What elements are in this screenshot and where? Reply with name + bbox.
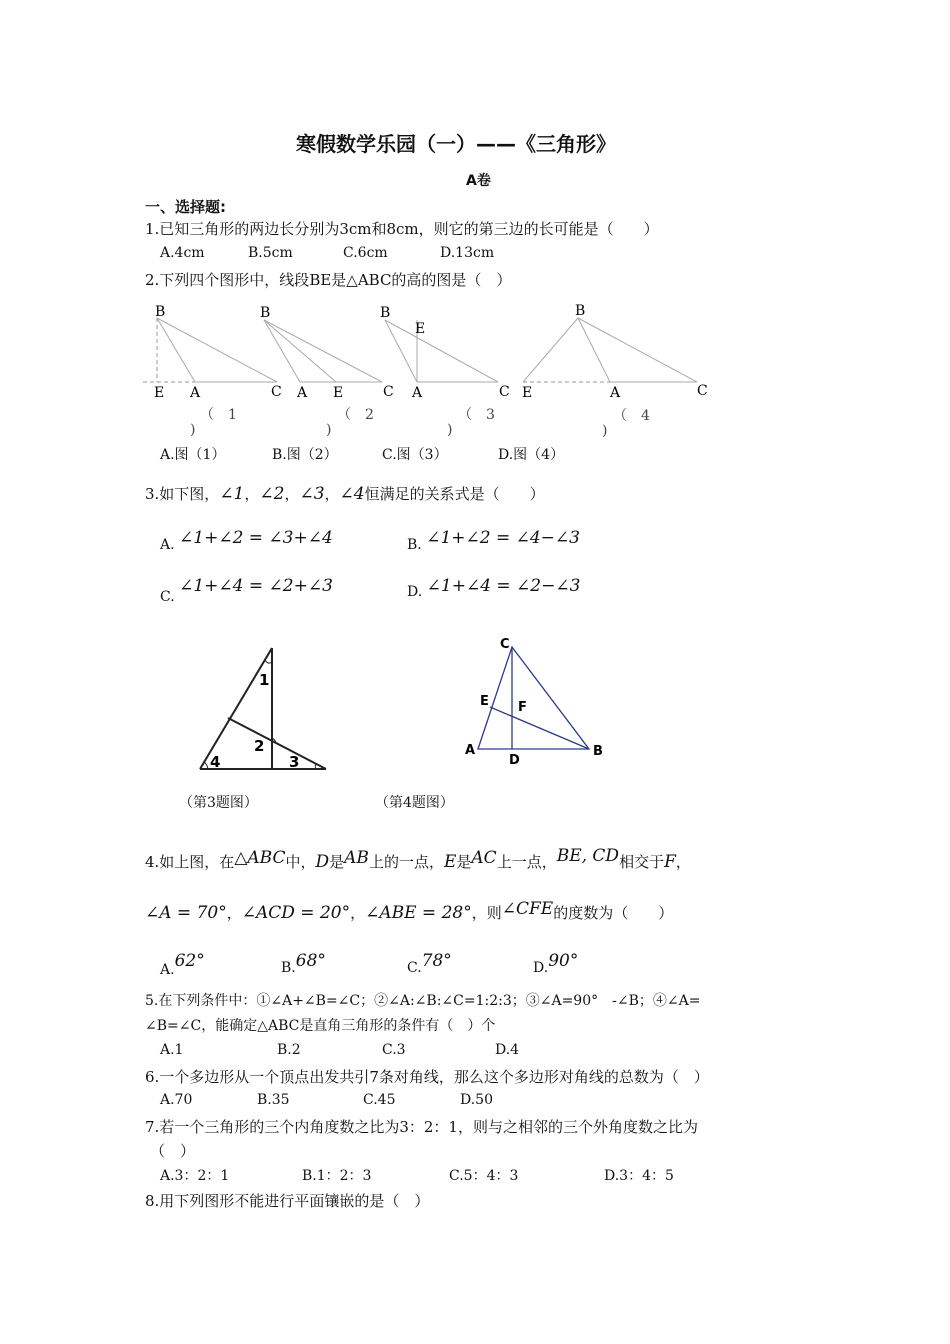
q4-label-b: B: [593, 744, 603, 759]
q6-option-b: B.35: [257, 1092, 290, 1108]
fig3-label-a: A: [412, 385, 423, 401]
q4-label-d: D: [509, 753, 520, 768]
question-7-stem-line1: 7.若一个三角形的三个内角度数之比为3：2：1，则与之相邻的三个外角度数之比为: [145, 1118, 698, 1136]
q4-figure: [460, 630, 620, 770]
q2-caption-2: （ 2: [337, 407, 374, 423]
q4-option-d: D.90°: [533, 951, 579, 976]
q6-option-d: D.50: [460, 1092, 493, 1108]
q2-caption-4: （ 4: [613, 408, 650, 424]
q4-label-f: F: [518, 700, 527, 715]
q4-option-c: C.78°: [407, 951, 452, 976]
question-6-stem: 6.一个多边形从一个顶点出发共引7条对角线，那么这个多边形对角线的总数为（ ）: [145, 1068, 709, 1086]
q3-option-c: C. ∠1+∠4 = ∠2+∠3: [160, 576, 333, 605]
q5-option-b: B.2: [277, 1042, 301, 1058]
question-3-stem: 3.如下图，∠1，∠2，∠3，∠4恒满足的关系式是（ ）: [145, 484, 545, 504]
fig3-label-c: C: [499, 384, 510, 400]
page-title: 寒假数学乐园（一）——《三角形》: [296, 132, 616, 156]
paper-subtitle: A卷: [466, 173, 491, 189]
fig4-label-a: A: [610, 385, 621, 401]
q4-option-b: B.68°: [281, 951, 326, 976]
question-2-stem: 2.下列四个图形中，线段BE是△ABC的高的图是（ ）: [145, 271, 512, 289]
q5-option-d: D.4: [495, 1042, 520, 1058]
q2-caption-3: （ 3: [458, 407, 495, 423]
q2-option-b: B.图（2）: [272, 447, 338, 463]
fig4-label-b: B: [575, 303, 586, 319]
question-4-stem-line1: 4.如上图，在△ABC中，D是AB上的一点，E是AC上一点，BE, CD相交于F，: [145, 846, 691, 872]
q1-option-d: D.13cm: [440, 245, 495, 261]
q1-option-c: C.6cm: [343, 245, 388, 261]
q5-option-c: C.3: [382, 1042, 406, 1058]
q4-figure-caption: （第4题图）: [375, 795, 454, 811]
q2-caption-4-close: ): [602, 423, 608, 439]
fig3-label-b: B: [380, 305, 391, 321]
q4-label-c: C: [500, 637, 510, 652]
q2-caption-2-close: ): [326, 422, 332, 438]
q1-option-b: B.5cm: [248, 245, 293, 261]
q3-option-b: B. ∠1+∠2 = ∠4−∠3: [407, 528, 580, 553]
q2-figure-4: [522, 303, 708, 401]
question-4-stem-line2: ∠A = 70°，∠ACD = 20°，∠ABE = 28°，则∠CFE的度数为（ ）: [145, 899, 674, 923]
fig1-label-c: C: [271, 384, 282, 400]
fig2-label-b: B: [260, 305, 271, 321]
question-7-stem-line2: （ ）: [150, 1142, 196, 1160]
q7-option-d: D.3：4：5: [604, 1168, 674, 1184]
q2-option-c: C.图（3）: [382, 447, 448, 463]
q3-option-a: A. ∠1+∠2 = ∠3+∠4: [160, 528, 333, 553]
q2-option-d: D.图（4）: [498, 447, 565, 463]
q2-caption-1: （ 1: [200, 407, 237, 423]
section-heading: 一、选择题:: [145, 198, 226, 216]
q5-option-a: A.1: [160, 1042, 184, 1058]
fig3-label-e: E: [415, 321, 426, 337]
q3-angle-4-label: 4: [210, 753, 221, 771]
fig2-label-c: C: [383, 384, 394, 400]
question-1-stem: 1.已知三角形的两边长分别为3cm和8cm，则它的第三边的长可能是（ ）: [145, 220, 659, 238]
q6-option-a: A.70: [160, 1092, 193, 1108]
fig4-label-c: C: [697, 383, 708, 399]
q7-option-b: B.1：2：3: [302, 1168, 372, 1184]
q7-option-c: C.5：4：3: [449, 1168, 519, 1184]
q2-caption-3-close: ): [447, 422, 453, 438]
q4-label-a: A: [465, 743, 476, 758]
fig1-label-a: A: [190, 385, 201, 401]
q2-caption-1-close: ): [190, 422, 196, 438]
q3-caption: （第3题图）: [179, 795, 258, 811]
question-8-stem: 8.用下列图形不能进行平面镶嵌的是（ ）: [145, 1192, 430, 1210]
q2-figure-3: [380, 305, 510, 401]
q3-angle-2-label: 2: [254, 737, 265, 755]
q1-option-a: A.4cm: [160, 245, 205, 261]
q6-option-c: C.45: [363, 1092, 396, 1108]
q3-figure: [190, 640, 340, 780]
q3-angle-1-label: 1: [259, 671, 270, 689]
fig4-label-e: E: [522, 385, 533, 401]
q7-option-a: A.3：2：1: [160, 1168, 230, 1184]
q2-option-a: A.图（1）: [160, 447, 226, 463]
fig1-label-e: E: [154, 385, 165, 401]
fig2-label-a: A: [297, 385, 308, 401]
question-5-stem-line1: 5.在下列条件中：①∠A+∠B=∠C；②∠A:∠B:∠C=1:2:3；③∠A=90° -∠B；④∠A=: [145, 993, 701, 1009]
q4-option-a: A.62°: [160, 951, 205, 978]
question-5-stem-line2: ∠B=∠C，能确定△ABC是直角三角形的条件有（ ）个: [145, 1018, 496, 1034]
q4-label-e: E: [480, 694, 489, 709]
fig2-label-e: E: [333, 385, 344, 401]
q3-option-d: D. ∠1+∠4 = ∠2−∠3: [407, 576, 581, 600]
q3-angle-3-label: 3: [289, 753, 300, 771]
fig1-label-b: B: [155, 304, 166, 320]
